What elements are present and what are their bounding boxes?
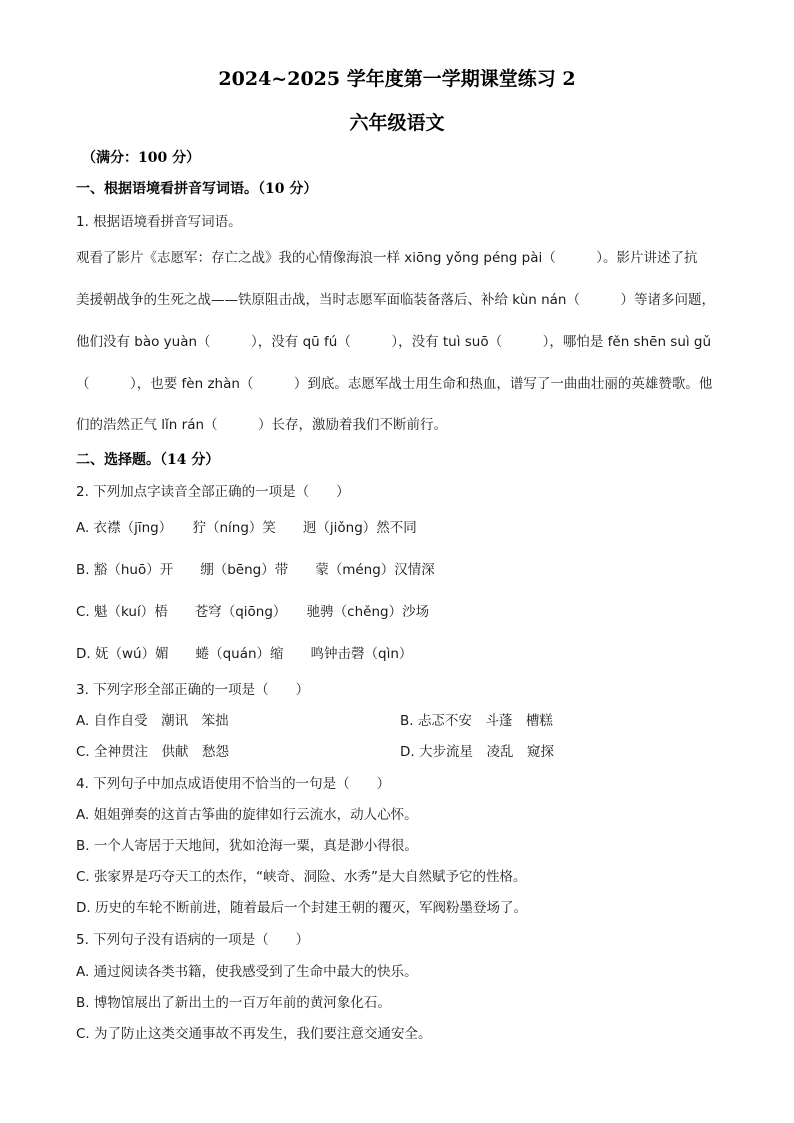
q3-stem: 3. 下列字形全部正确的一项是（ ） — [76, 682, 310, 698]
section1-heading: 一、根据语境看拼音写词语。（10 分） — [76, 181, 318, 197]
q5-stem: 5. 下列句子没有语病的一项是（ ） — [76, 932, 310, 948]
q2-option-a: A. 衣襟（jīng） 狞（níng）笑 迥（jiǒng）然不同 — [76, 520, 417, 536]
q4-option-a: A. 姐姐弹奏的这首古筝曲的旋律如行云流水，动人心怀。 — [76, 807, 418, 823]
q4-option-d: D. 历史的车轮不断前进，随着最后一个封建王朝的覆灭，军阀粉墨登场了。 — [76, 900, 527, 916]
q2-stem: 2. 下列加点字读音全部正确的一项是（ ） — [76, 484, 350, 500]
q3-option-c: C. 全神贯注 供献 愁怨 — [76, 744, 230, 760]
q4-option-b: B. 一个人寄居于天地间，犹如沧海一粟，真是渺小得很。 — [76, 838, 418, 854]
q2-option-d: D. 妩（wú）媚 蜷（quán）缩 鸣钟击磬（qìn） — [76, 646, 413, 662]
q3-option-b: B. 忐忑不安 斗蓬 槽糕 — [400, 713, 553, 729]
exam-subtitle: 六年级语文 — [349, 112, 445, 134]
score-note: （满分：100 分） — [82, 150, 201, 166]
q5-option-b: B. 博物馆展出了新出土的一百万年前的黄河象化石。 — [76, 995, 391, 1011]
exam-title: 2024~2025 学年度第一学期课堂练习 2 — [218, 68, 576, 90]
q4-stem: 4. 下列句子中加点成语使用不恰当的一句是（ ） — [76, 776, 391, 792]
q5-option-c: C. 为了防止这类交通事故不再发生，我们要注意交通安全。 — [76, 1026, 432, 1042]
q2-option-c: C. 魁（kuí）梧 苍穹（qiōng） 驰骋（chěng）沙场 — [76, 604, 430, 620]
passage-line: 观看了影片《志愿军：存亡之战》我的心情像海浪一样 xiōng yǒng péng pài（ ）。影片讲述了抗 — [76, 250, 698, 266]
q1-stem: 1. 根据语境看拼音写词语。 — [76, 214, 242, 230]
q3-option-a: A. 自作自受 潮讯 笨拙 — [76, 713, 229, 729]
passage-line: （ ），也要 fèn zhàn（ ）到底。志愿军战士用生命和热血，谱写了一曲曲壮丽的英雄赞歌。他 — [76, 376, 713, 392]
passage-line: 美援朝战争的生死之战——铁原阻击战，当时志愿军面临装备落后、补给 kùn nán（ ）等诸多问题， — [76, 292, 715, 308]
section2-heading: 二、选择题。（14 分） — [76, 452, 220, 468]
passage-line: 他们没有 bào yuàn（ ），没有 qū fú（ ），没有 tuì suō（ ），哪怕是 fěn shēn suì gǔ — [76, 334, 712, 350]
q4-option-c: C. 张家界是巧夺天工的杰作，“峡奇、洞险、水秀”是大自然赋予它的性格。 — [76, 869, 527, 885]
q5-option-a: A. 通过阅读各类书籍，使我感受到了生命中最大的快乐。 — [76, 964, 418, 980]
q2-option-b: B. 豁（huō）开 绷（bēng）带 蒙（méng）汉情深 — [76, 562, 435, 578]
passage-line: 们的浩然正气 lǐn rán（ ）长存，激励着我们不断前行。 — [76, 417, 448, 433]
q3-option-d: D. 大步流星 凌乱 窥探 — [400, 744, 554, 760]
